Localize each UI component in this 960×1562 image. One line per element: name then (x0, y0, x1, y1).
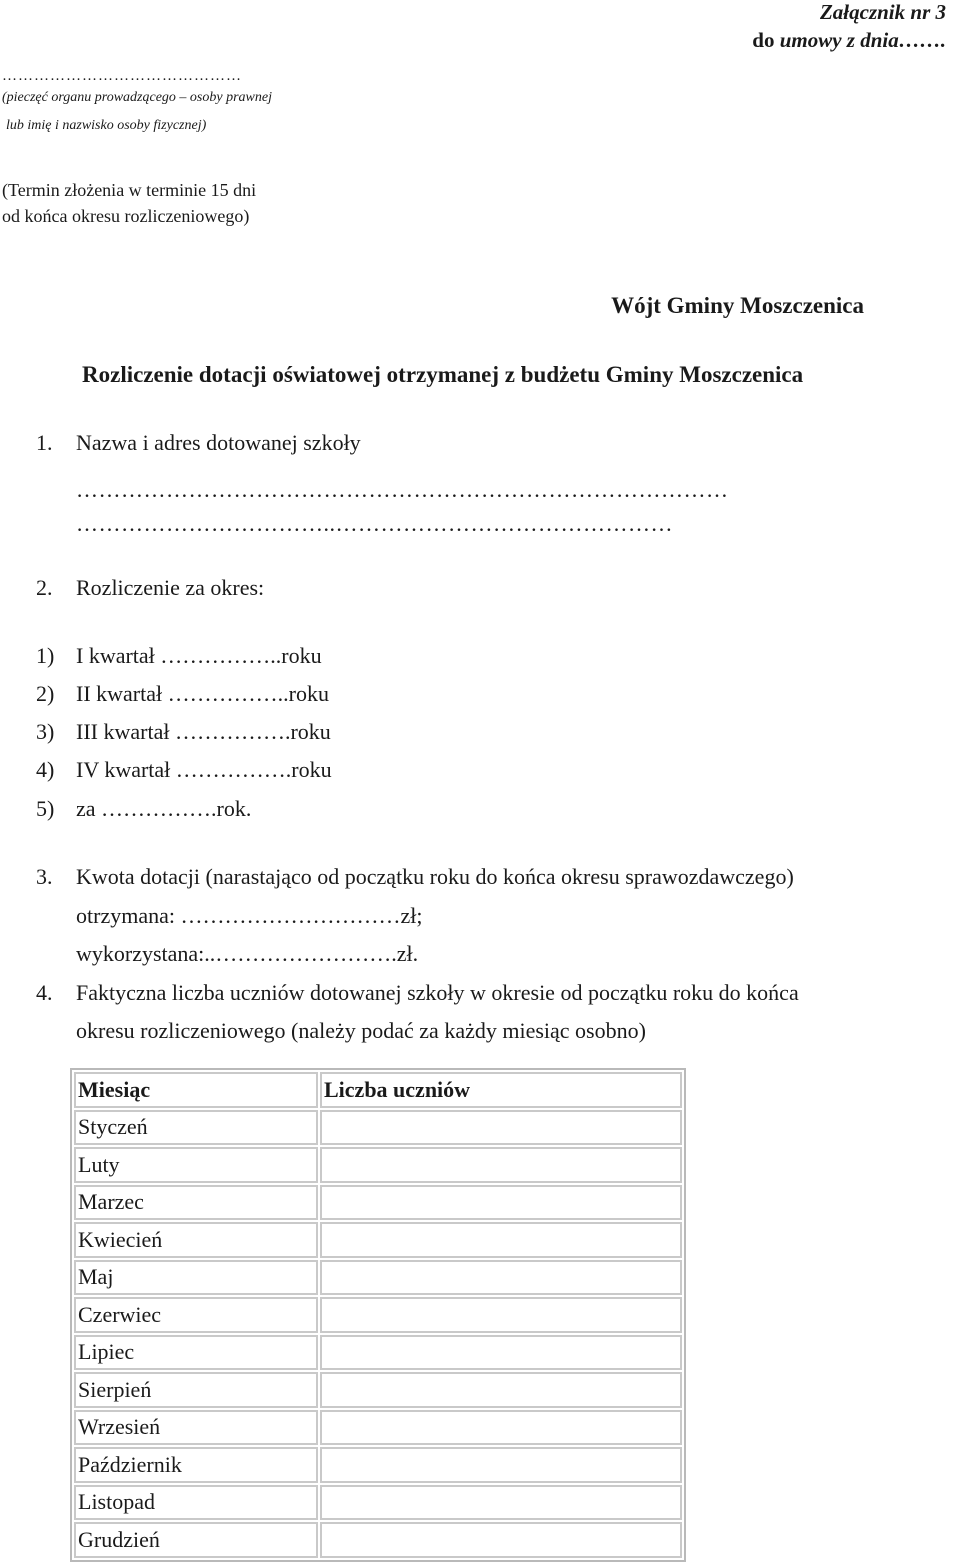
period-item-text: III kwartał …………….roku (76, 719, 331, 744)
section-3-label: Kwota dotacji (narastająco od początku roku do końca okresu sprawozdawczego) (76, 864, 794, 889)
month-name: Wrzesień (74, 1410, 318, 1446)
students-per-month-table (70, 1068, 686, 1562)
period-item-text: I kwartał ……………..roku (76, 643, 322, 668)
table-row (74, 1522, 682, 1558)
month-name: Sierpień (74, 1372, 318, 1408)
month-name: Luty (74, 1147, 318, 1183)
table-row (74, 1335, 682, 1371)
table-row (74, 1485, 682, 1521)
addressee: Wójt Gminy Moszczenica (611, 293, 864, 318)
section-2-heading (36, 575, 264, 601)
month-name: Październik (74, 1447, 318, 1483)
month-name: Listopad (74, 1485, 318, 1521)
table-row (74, 1110, 682, 1146)
month-name: Grudzień (74, 1522, 318, 1558)
month-name: Kwiecień (74, 1222, 318, 1258)
section-1-number: 1. (36, 430, 53, 455)
header-student-count: Liczba uczniów (320, 1072, 682, 1108)
student-count-cell[interactable] (320, 1222, 682, 1258)
received-amount-field[interactable]: otrzymana: …………………………zł; (76, 903, 423, 928)
table-row (74, 1447, 682, 1483)
student-count-cell[interactable] (320, 1485, 682, 1521)
period-item[interactable] (36, 643, 322, 669)
section-1-heading (36, 430, 361, 456)
period-item[interactable] (36, 681, 329, 707)
month-name: Lipiec (74, 1335, 318, 1371)
student-count-cell[interactable] (320, 1185, 682, 1221)
student-count-cell[interactable] (320, 1260, 682, 1296)
period-item-number: 4) (36, 757, 55, 782)
section-3-number: 3. (36, 864, 53, 889)
student-count-cell[interactable] (320, 1410, 682, 1446)
month-name: Marzec (74, 1185, 318, 1221)
period-item-number: 3) (36, 719, 55, 744)
table-row (74, 1410, 682, 1446)
period-item-text: IV kwartał …………….roku (76, 757, 332, 782)
school-name-field-line1[interactable]: …………………………………………………………………………… (76, 477, 729, 502)
period-item-number: 5) (36, 796, 55, 821)
student-count-cell[interactable] (320, 1522, 682, 1558)
school-name-field-line2[interactable]: ……………………………..……………………………………… (76, 511, 673, 536)
table-row (74, 1260, 682, 1296)
contract-date: umowy z dnia……. (779, 28, 946, 52)
period-item-text: II kwartał ……………..roku (76, 681, 329, 706)
section-4-line1: Faktyczna liczba uczniów dotowanej szkoły w okresie od początku roku do końca (76, 980, 799, 1005)
section-1-label: Nazwa i adres dotowanej szkoły (76, 430, 361, 455)
stamp-caption-line1: (pieczęć organu prowadzącego – osoby prawnej (2, 90, 272, 105)
period-item[interactable] (36, 719, 331, 745)
document-title: Rozliczenie dotacji oświatowej otrzymanej z budżetu Gminy Moszczenica (82, 362, 804, 387)
table-header-row (74, 1072, 682, 1108)
stamp-dotted-line: ……………………………………… (2, 68, 242, 84)
student-count-cell[interactable] (320, 1447, 682, 1483)
table-row (74, 1222, 682, 1258)
table-row (74, 1297, 682, 1333)
student-count-cell[interactable] (320, 1110, 682, 1146)
student-count-cell[interactable] (320, 1372, 682, 1408)
section-4-line2: okresu rozliczeniowego (należy podać za każdy miesiąc osobno) (76, 1018, 646, 1043)
period-item[interactable] (36, 796, 251, 822)
period-item[interactable] (36, 757, 332, 783)
used-amount-field[interactable]: wykorzystana:..…………………….zł. (76, 941, 419, 966)
section-2-label: Rozliczenie za okres: (76, 575, 265, 600)
table-row (74, 1147, 682, 1183)
student-count-cell[interactable] (320, 1335, 682, 1371)
month-name: Maj (74, 1260, 318, 1296)
annex-number: Załącznik nr 3 (819, 0, 946, 24)
section-4-number: 4. (36, 980, 53, 1005)
month-name: Styczeń (74, 1110, 318, 1146)
student-count-cell[interactable] (320, 1147, 682, 1183)
month-name: Czerwiec (74, 1297, 318, 1333)
period-item-number: 1) (36, 643, 55, 668)
period-item-number: 2) (36, 681, 55, 706)
section-2-number: 2. (36, 575, 53, 600)
student-count-cell[interactable] (320, 1297, 682, 1333)
contract-date-line (752, 28, 946, 53)
deadline-note-line1: (Termin złożenia w terminie 15 dni (2, 180, 257, 200)
deadline-note-line2: od końca okresu rozliczeniowego) (2, 206, 250, 226)
period-item-text: za …………….rok. (76, 796, 252, 821)
header-month: Miesiąc (74, 1072, 318, 1108)
table-row (74, 1185, 682, 1221)
stamp-caption-line2: lub imię i nazwisko osoby fizycznej) (6, 118, 207, 133)
section-4-heading (36, 980, 799, 1006)
contract-prefix: do (752, 28, 775, 52)
table-row (74, 1372, 682, 1408)
section-3-heading (36, 864, 794, 890)
